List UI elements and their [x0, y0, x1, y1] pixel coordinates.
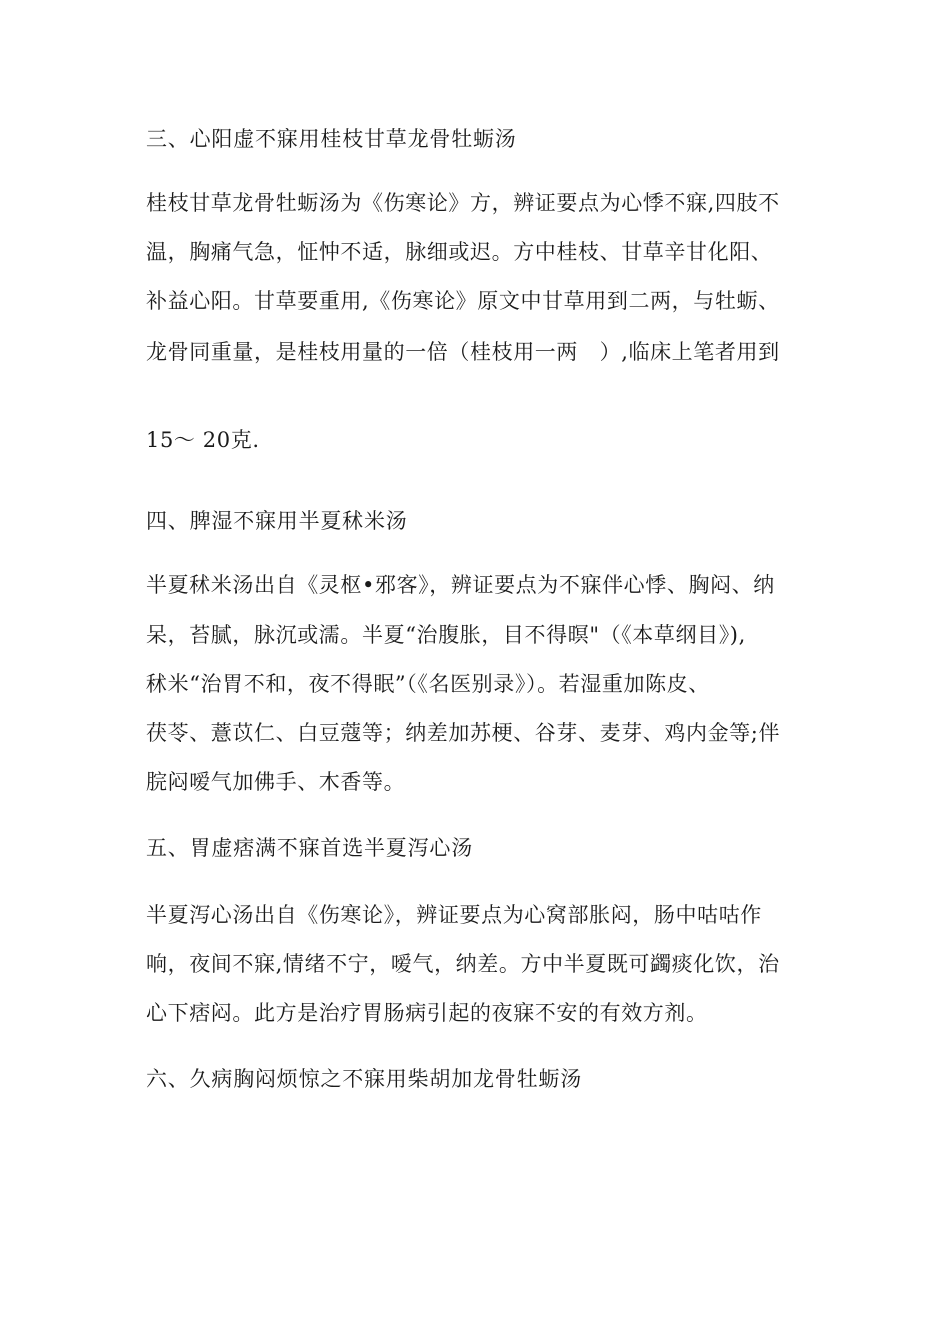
paragraph-line: 响，夜间不寐,情绪不宁，嗳气，纳差。方中半夏既可蠲痰化饮，治 — [146, 952, 780, 976]
paragraph-line: 温，胸痛气急，怔忡不适，脉细或迟。方中桂枝、甘草辛甘化阳、 — [146, 240, 773, 264]
paragraph-line: 龙骨同重量，是桂枝用量的一倍（桂枝用一两 ）,临床上笔者用到 — [146, 340, 780, 364]
paragraph-line: 15～ 20克. — [146, 428, 260, 452]
paragraph-line: 呆，苔腻，脉沉或濡。半夏“治腹胀，目不得暝"（《本草纲目》), — [146, 623, 746, 647]
paragraph-line: 桂枝甘草龙骨牡蛎汤为《伤寒论》方，辨证要点为心悸不寐,四肢不 — [146, 191, 780, 215]
paragraph-line: 茯苓、薏苡仁、白豆蔻等；纳差加苏梗、谷芽、麦芽、鸡内金等;伴 — [146, 721, 781, 745]
section-heading: 六、久病胸闷烦惊之不寐用柴胡加龙骨牡蛎汤 — [146, 1067, 582, 1091]
paragraph-line: 补益心阳。甘草要重用,《伤寒论》原文中甘草用到二两，与牡蛎、 — [146, 289, 780, 313]
paragraph-line: 心下痞闷。此方是治疗胃肠病引起的夜寐不安的有效方剂。 — [146, 1001, 708, 1025]
paragraph-line: 半夏秫米汤出自《灵枢•邪客》，辨证要点为不寐伴心悸、胸闷、纳 — [146, 573, 775, 597]
section-heading: 四、脾湿不寐用半夏秫米汤 — [146, 509, 408, 533]
section-heading: 三、心阳虚不寐用桂枝甘草龙骨牡蛎汤 — [146, 127, 517, 151]
paragraph-line: 半夏泻心汤出自《伤寒论》，辨证要点为心窝部胀闷，肠中咕咕作 — [146, 903, 762, 927]
paragraph-line: 秫米“治胃不和，夜不得眠”（《名医别录》）。若湿重加陈皮、 — [146, 672, 710, 696]
section-heading: 五、胃虚痞满不寐首选半夏泻心汤 — [146, 836, 473, 860]
paragraph-line: 脘闷嗳气加佛手、木香等。 — [146, 770, 406, 794]
